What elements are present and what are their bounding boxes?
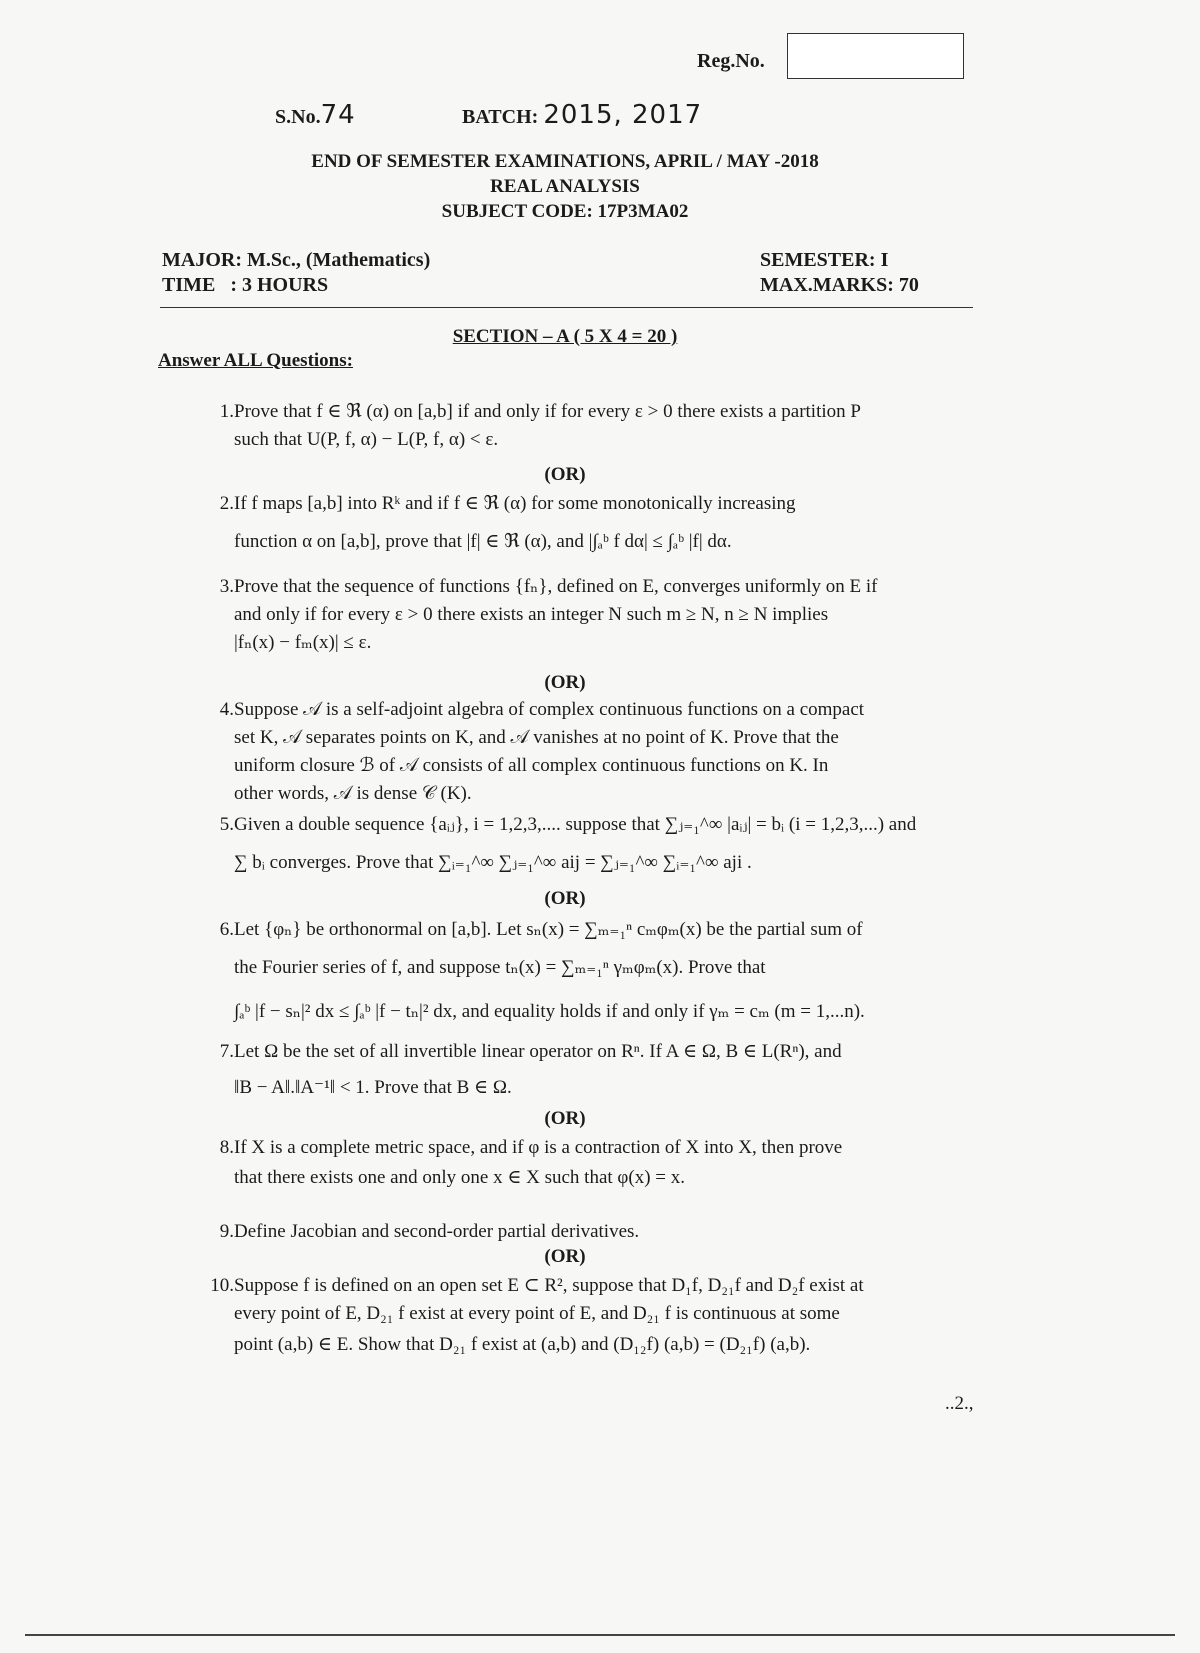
question-line: every point of E, D₂₁ f exist at every point of E, and D₂₁ f is continuous at some xyxy=(234,1303,840,1324)
batch xyxy=(462,100,702,130)
question-line: Prove that the sequence of functions {fₙ}, defined on E, converges uniformly on E if xyxy=(234,576,878,597)
or-divider: (OR) xyxy=(544,888,586,909)
question-number: 8. xyxy=(219,1137,234,1158)
question-line: and only if for every ε > 0 there exists an integer N such m ≥ N, n ≥ N implies xyxy=(234,604,829,625)
question-number: 4. xyxy=(219,699,234,720)
question-number: 5. xyxy=(219,814,234,835)
or-divider: (OR) xyxy=(544,1246,586,1267)
bottom-edge-line xyxy=(25,1634,1175,1636)
time: TIME : 3 HOURS xyxy=(162,274,329,296)
question-line: ‖B − A‖.‖A⁻¹‖ < 1. Prove that B ∈ Ω. xyxy=(234,1077,512,1098)
subject-code: SUBJECT CODE: 17P3MA02 xyxy=(441,201,689,222)
question-line: that there exists one and only one x ∈ X such that φ(x) = x. xyxy=(234,1167,686,1188)
question-line: Define Jacobian and second-order partial derivatives. xyxy=(234,1221,640,1242)
question-number: 3. xyxy=(219,576,234,597)
or-divider: (OR) xyxy=(544,1108,586,1129)
question-number: 9. xyxy=(219,1221,234,1242)
question-line: point (a,b) ∈ E. Show that D₂₁ f exist at (a,b) and (D₁₂f) (a,b) = (D₂₁f) (a,b). xyxy=(234,1334,811,1355)
batch-label: BATCH: xyxy=(462,106,539,128)
reg-no-box xyxy=(787,33,964,79)
question-line: If X is a complete metric space, and if φ is a contraction of X into X, then prove xyxy=(234,1137,843,1158)
exam-title: END OF SEMESTER EXAMINATIONS, APRIL / MAY -2018 xyxy=(311,151,819,172)
question-line: the Fourier series of f, and suppose tₙ(x) = ∑ₘ₌₁ⁿ γₘφₘ(x). Prove that xyxy=(234,957,766,978)
serial-number-label: S.No. xyxy=(275,106,321,128)
or-divider: (OR) xyxy=(544,672,586,693)
question-line: ∫ₐᵇ |f − sₙ|² dx ≤ ∫ₐᵇ |f − tₙ|² dx, and equality holds if and only if γₘ = cₘ (m = 1,...n). xyxy=(234,1001,865,1022)
question-number: 2. xyxy=(219,493,234,514)
semester: SEMESTER: I xyxy=(760,249,889,271)
question-number: 1. xyxy=(219,401,234,422)
serial-number xyxy=(275,100,356,130)
question-line: ∑ bᵢ converges. Prove that ∑ᵢ₌₁^∞ ∑ⱼ₌₁^∞ aij = ∑ⱼ₌₁^∞ ∑ᵢ₌₁^∞ aji . xyxy=(234,852,752,873)
question-line: If f maps [a,b] into Rᵏ and if f ∈ ℜ (α) for some monotonically increasing xyxy=(234,493,796,514)
question-line: Suppose f is defined on an open set E ⊂ R², suppose that D₁f, D₂₁f and D₂f exist at xyxy=(234,1275,864,1296)
question-line: Suppose 𝒜 is a self-adjoint algebra of complex continuous functions on a compact xyxy=(234,699,865,720)
question-line: such that U(P, f, α) − L(P, f, α) < ε. xyxy=(234,429,499,450)
section-title-text: SECTION – A ( 5 X 4 = 20 ) xyxy=(452,326,678,347)
header-divider xyxy=(160,307,973,308)
exam-header xyxy=(180,149,950,224)
reg-no-label: Reg.No. xyxy=(697,50,765,72)
question-line: uniform closure ℬ of 𝒜 consists of all complex continuous functions on K. In xyxy=(234,755,829,776)
instruction: Answer ALL Questions: xyxy=(158,350,353,371)
question-line: |fₙ(x) − fₘ(x)| ≤ ε. xyxy=(234,632,372,653)
subject-name: REAL ANALYSIS xyxy=(490,176,640,197)
question-line: Prove that f ∈ ℜ (α) on [a,b] if and only if for every ε > 0 there exists a partition P xyxy=(234,401,861,422)
question-line: other words, 𝒜 is dense 𝒞 (K). xyxy=(234,783,472,804)
serial-number-value: 74 xyxy=(320,100,356,130)
question-line: function α on [a,b], prove that |f| ∈ ℜ (α), and |∫ₐᵇ f dα| ≤ ∫ₐᵇ |f| dα. xyxy=(234,531,732,552)
question-number: 7. xyxy=(219,1041,234,1062)
page-continuation: ..2., xyxy=(945,1393,974,1414)
question-line: Given a double sequence {aᵢⱼ}, i = 1,2,3,.... suppose that ∑ⱼ₌₁^∞ |aᵢⱼ| = bᵢ (i = 1,2,3,...) and xyxy=(234,814,917,835)
batch-value: 2015, 2017 xyxy=(543,100,703,130)
question-line: Let {φₙ} be orthonormal on [a,b]. Let sₙ(x) = ∑ₘ₌₁ⁿ cₘφₘ(x) be the partial sum of xyxy=(234,919,863,940)
or-divider: (OR) xyxy=(544,464,586,485)
max-marks: MAX.MARKS: 70 xyxy=(760,274,919,296)
question-number: 6. xyxy=(219,919,234,940)
question-number: 10. xyxy=(210,1275,234,1296)
question-line: set K, 𝒜 separates points on K, and 𝒜 vanishes at no point of K. Prove that the xyxy=(234,727,839,748)
section-title xyxy=(180,326,950,348)
major: MAJOR: M.Sc., (Mathematics) xyxy=(162,249,431,271)
question-line: Let Ω be the set of all invertible linear operator on Rⁿ. If A ∈ Ω, B ∈ L(Rⁿ), and xyxy=(234,1041,842,1062)
